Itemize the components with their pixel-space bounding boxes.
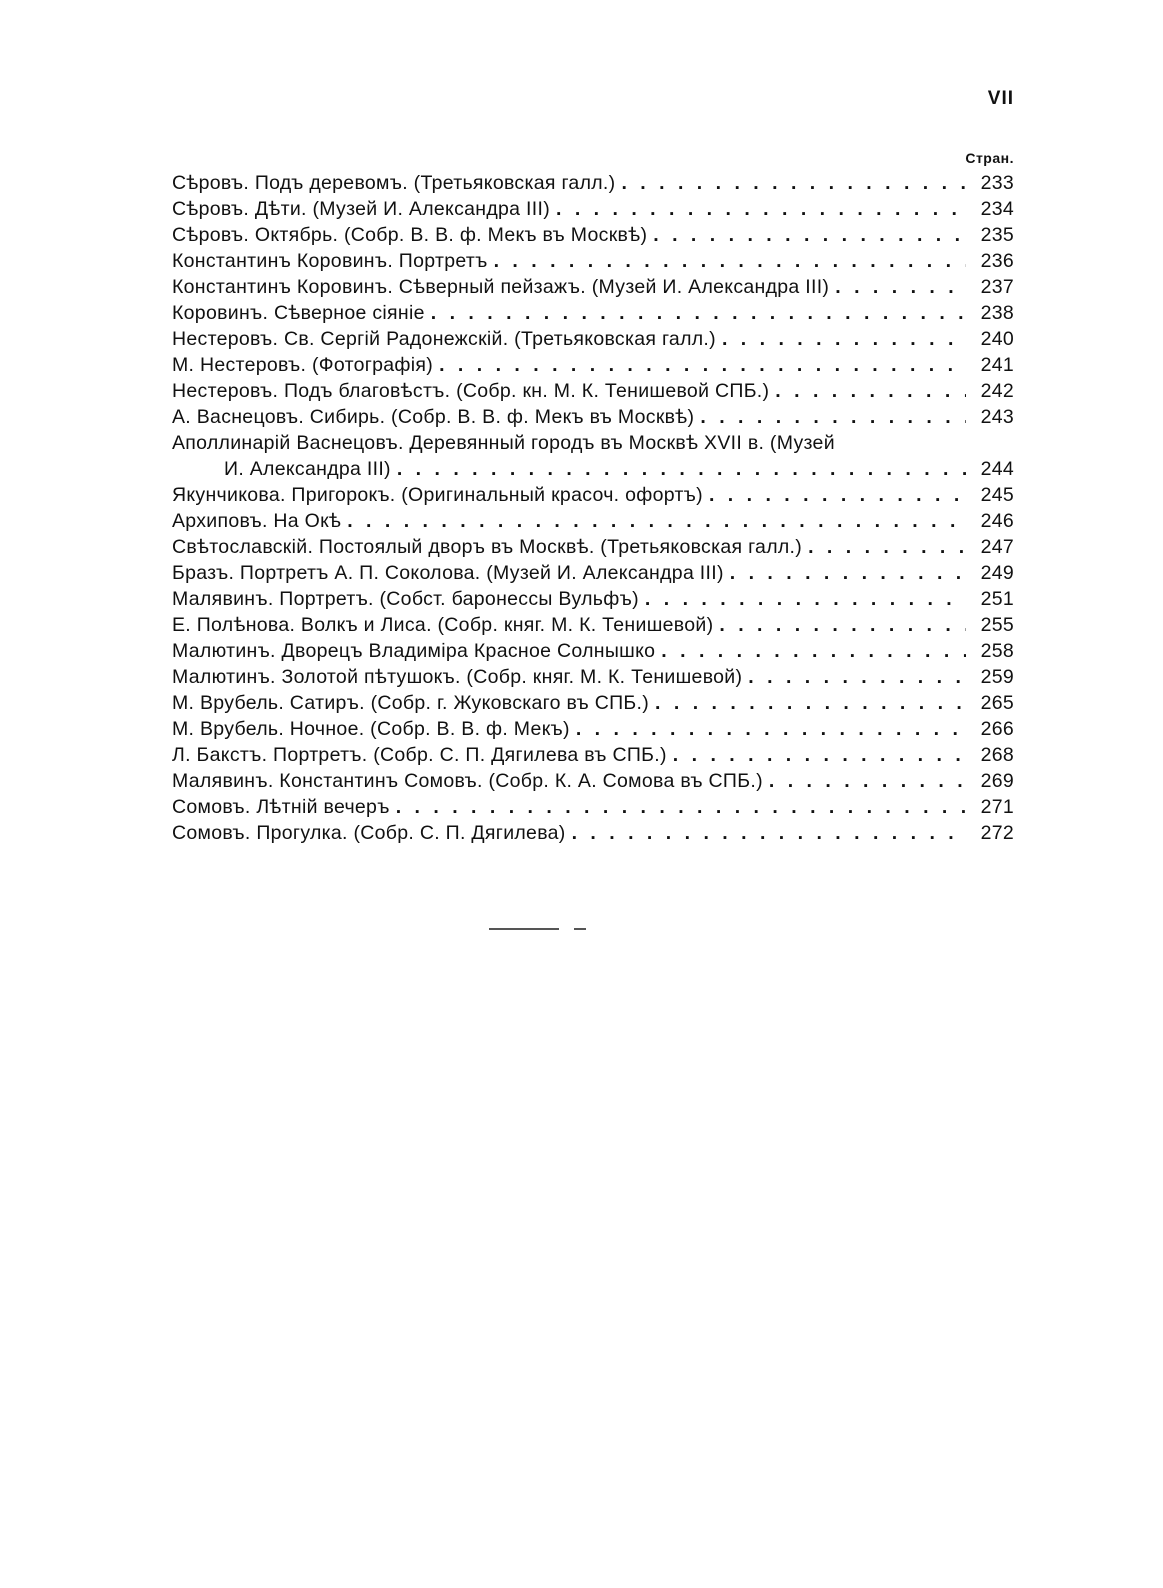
table-of-contents — [172, 146, 1014, 846]
page-column-header: Стран. — [965, 150, 1014, 166]
entry-page: 234 — [980, 198, 1014, 220]
entry-title-line2: И. Александра III) — [224, 458, 391, 480]
entry-page: 265 — [980, 692, 1014, 714]
entry-title: Сомовъ. Лѣтній вечеръ — [172, 796, 390, 818]
dot-leader — [835, 274, 966, 300]
dot-leader — [719, 612, 966, 638]
dot-leader — [709, 482, 966, 508]
dot-leader — [556, 196, 966, 222]
toc-entry — [172, 690, 1014, 716]
dot-leader — [439, 352, 966, 378]
entry-page: 240 — [980, 328, 1014, 350]
entry-title: Якунчикова. Пригорокъ. (Оригинальный красоч. офортъ) — [172, 484, 703, 506]
entry-continuation — [172, 456, 1014, 482]
entry-page: 255 — [980, 614, 1014, 636]
toc-entry — [172, 222, 1014, 248]
entry-title: М. Врубель. Сатиръ. (Собр. г. Жуковскаго въ СПБ.) — [172, 692, 650, 714]
dot-leader — [645, 586, 966, 612]
entry-page: 258 — [980, 640, 1014, 662]
entry-title: Сѣровъ. Октябрь. (Собр. В. В. ф. Мекъ въ Москвѣ) — [172, 224, 648, 246]
dot-leader — [775, 378, 966, 404]
entry-title: Малютинъ. Золотой пѣтушокъ. (Собр. княг. М. К. Тенишевой) — [172, 666, 743, 688]
entry-page: 266 — [980, 718, 1014, 740]
toc-entry — [172, 378, 1014, 404]
dot-leader — [653, 222, 966, 248]
entry-page: 268 — [980, 744, 1014, 766]
entry-page: 244 — [980, 458, 1014, 480]
entry-page: 249 — [980, 562, 1014, 584]
toc-entry — [172, 248, 1014, 274]
dot-leader — [397, 456, 966, 482]
toc-entry — [172, 560, 1014, 586]
entry-page: 271 — [980, 796, 1014, 818]
toc-entry — [172, 508, 1014, 534]
entry-title: Л. Бакстъ. Портретъ. (Собр. С. П. Дягилева въ СПБ.) — [172, 744, 667, 766]
dot-leader — [808, 534, 966, 560]
toc-entry — [172, 534, 1014, 560]
entry-title: Константинъ Коровинъ. Сѣверный пейзажъ. (Музей И. Александра III) — [172, 276, 830, 298]
entry-page: 259 — [980, 666, 1014, 688]
toc-entry — [172, 612, 1014, 638]
entry-page: 237 — [980, 276, 1014, 298]
entry-title: Малявинъ. Константинъ Сомовъ. (Собр. К. А. Сомова въ СПБ.) — [172, 770, 763, 792]
entry-title: Сомовъ. Прогулка. (Собр. С. П. Дягилева) — [172, 822, 566, 844]
entry-title: Константинъ Коровинъ. Портретъ — [172, 250, 488, 272]
entry-page: 242 — [980, 380, 1014, 402]
dot-leader — [621, 170, 966, 196]
toc-entry — [172, 430, 1014, 482]
entry-title: Сѣровъ. Подъ деревомъ. (Третьяковская галл.) — [172, 172, 616, 194]
entry-page: 269 — [980, 770, 1014, 792]
toc-entry — [172, 326, 1014, 352]
toc-entry — [172, 794, 1014, 820]
entry-title: Архиповъ. На Окѣ — [172, 510, 342, 532]
dot-leader — [396, 794, 966, 820]
entry-page: 243 — [980, 406, 1014, 428]
entry-page: 251 — [980, 588, 1014, 610]
toc-entry — [172, 404, 1014, 430]
toc-entry — [172, 196, 1014, 222]
entry-title: Свѣтославскій. Постоялый дворъ въ Москвѣ. (Третьяковская галл.) — [172, 536, 803, 558]
entry-page: 241 — [980, 354, 1014, 376]
entry-title: Малявинъ. Портретъ. (Собст. баронессы Вульфъ) — [172, 588, 639, 610]
page-number: VII — [987, 88, 1014, 109]
entry-page: 236 — [980, 250, 1014, 272]
entry-page: 233 — [980, 172, 1014, 194]
toc-entry — [172, 170, 1014, 196]
dot-leader — [769, 768, 966, 794]
entry-title: Коровинъ. Сѣверное сіяніе — [172, 302, 425, 324]
entry-title: М. Врубель. Ночное. (Собр. В. В. ф. Мекъ) — [172, 718, 570, 740]
entry-title: Сѣровъ. Дѣти. (Музей И. Александра III) — [172, 198, 550, 220]
entry-page: 235 — [980, 224, 1014, 246]
dot-leader — [661, 638, 966, 664]
toc-entry — [172, 482, 1014, 508]
entry-title: Малютинъ. Дворецъ Владиміра Красное Солнышко — [172, 640, 656, 662]
toc-entry — [172, 300, 1014, 326]
entry-title: Бразъ. Портретъ А. П. Соколова. (Музей И. Александра III) — [172, 562, 724, 584]
entry-title: А. Васнецовъ. Сибирь. (Собр. В. В. ф. Мекъ въ Москвѣ) — [172, 406, 695, 428]
dot-leader — [347, 508, 966, 534]
entry-title-line1: Аполлинарій Васнецовъ. Деревянный городъ въ Москвѣ XVII в. (Музей — [172, 432, 835, 454]
dot-leader — [576, 716, 966, 742]
toc-entry — [172, 274, 1014, 300]
dot-leader — [722, 326, 966, 352]
toc-entry — [172, 716, 1014, 742]
entry-title: Нестеровъ. Подъ благовѣстъ. (Собр. кн. М. К. Тенишевой СПБ.) — [172, 380, 770, 402]
toc-entry — [172, 638, 1014, 664]
entry-page: 247 — [980, 536, 1014, 558]
dot-leader — [673, 742, 966, 768]
toc-entry — [172, 742, 1014, 768]
dot-leader — [655, 690, 966, 716]
closing-rule — [489, 928, 559, 930]
dot-leader — [431, 300, 966, 326]
entry-title: Е. Полѣнова. Волкъ и Лиса. (Собр. княг. М. К. Тенишевой) — [172, 614, 714, 636]
entry-page: 246 — [980, 510, 1014, 532]
entry-page: 238 — [980, 302, 1014, 324]
dot-leader — [748, 664, 966, 690]
entry-page: 245 — [980, 484, 1014, 506]
entry-page: 272 — [980, 822, 1014, 844]
dot-leader — [572, 820, 966, 846]
dot-leader — [730, 560, 966, 586]
dot-leader — [700, 404, 966, 430]
entry-title: М. Нестеровъ. (Фотографія) — [172, 354, 434, 376]
dot-leader — [494, 248, 966, 274]
toc-entry — [172, 352, 1014, 378]
toc-entry — [172, 820, 1014, 846]
toc-entry — [172, 768, 1014, 794]
closing-rule-dash — [574, 928, 586, 930]
entry-title: Нестеровъ. Св. Сергій Радонежскій. (Третьяковская галл.) — [172, 328, 716, 350]
toc-entry — [172, 664, 1014, 690]
toc-entry — [172, 586, 1014, 612]
